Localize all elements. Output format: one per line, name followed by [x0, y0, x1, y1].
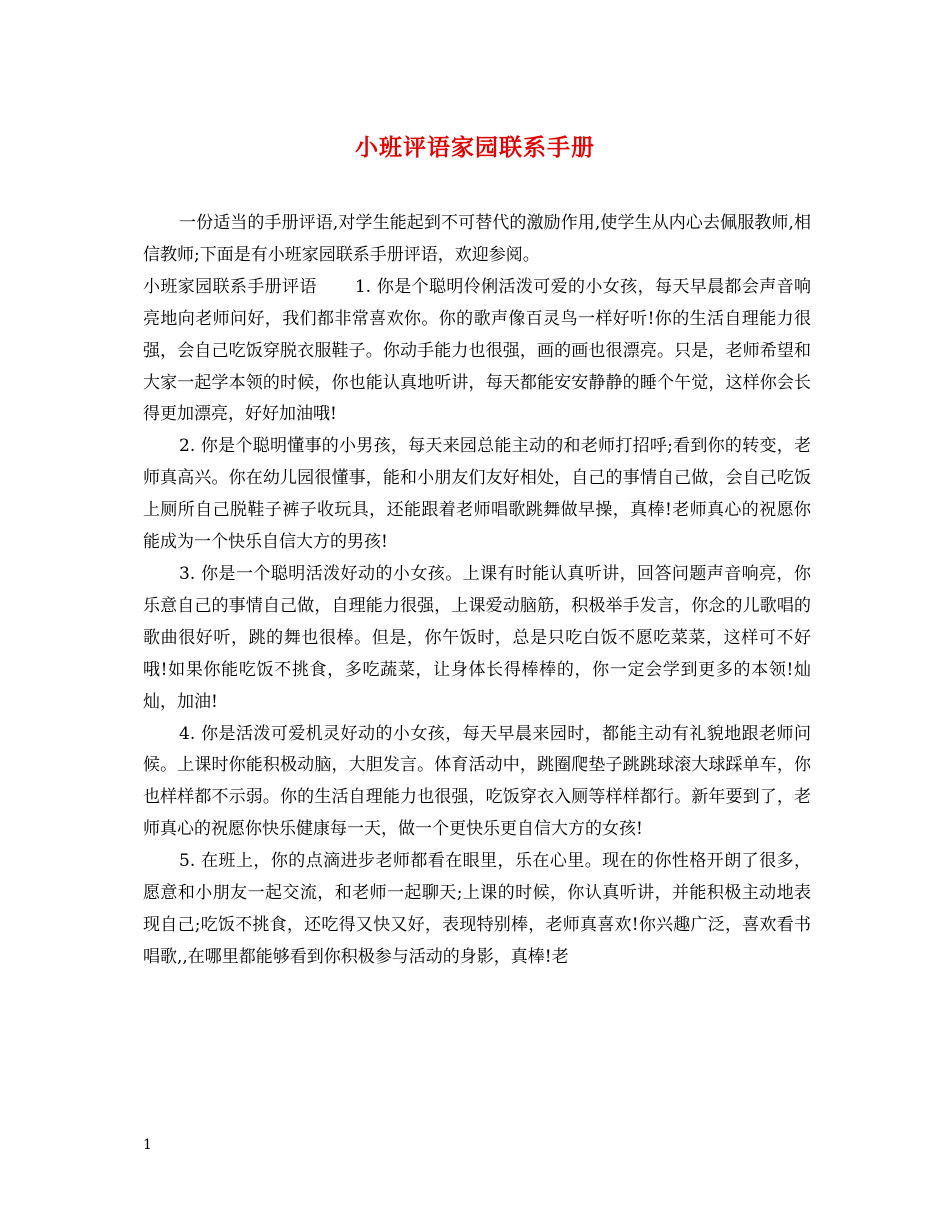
comment-paragraph-5: 5. 在班上，你的点滴进步老师都看在眼里，乐在心里。现在的你性格开朗了很多，愿意和小朋友一起交流，和老师一起聊天;上课的时候，你认真听讲，并能积极主动地表现自己;吃饭不挑食，还吃得又快又好，表现特别棒，老师真喜欢!你兴趣广泛，喜欢看书唱歌,,在哪里都能够看到你积极参与活动的身影，真棒!老	[143, 851, 811, 967]
comment-paragraph-1	[143, 272, 811, 432]
page-number: 1	[143, 1137, 152, 1153]
intro-paragraph: 一份适当的手册评语,对学生能起到不可替代的激励作用,使学生从内心去佩服教师,相信教师;下面是有小班家园联系手册评语，欢迎参阅。	[143, 213, 811, 265]
document-body	[143, 208, 811, 974]
section-heading: 小班家园联系手册评语	[143, 276, 317, 297]
comment-paragraph-4: 4. 你是活泼可爱机灵好动的小女孩，每天早晨来园时，都能主动有礼貌地跟老师问候。上课时你能积极动脑，大胆发言。体育活动中，跳圈爬垫子跳跳球滚大球踩单车，你也样样都不示弱。你的生活自理能力也很强，吃饭穿衣入厕等样样都行。新年要到了，老师真心的祝愿你快乐健康每一天，做一个更快乐更自信大方的女孩!	[143, 723, 811, 840]
comment-paragraph-2: 2. 你是个聪明懂事的小男孩，每天来园总能主动的和老师打招呼;看到你的转变，老师真高兴。你在幼儿园很懂事，能和小朋友们友好相处，自己的事情自己做，会自己吃饭上厕所自己脱鞋子裤子收玩具，还能跟着老师唱歌跳舞做早操，真棒!老师真心的祝愿你能成为一个快乐自信大方的男孩!	[143, 436, 811, 553]
document-title: 小班评语家园联系手册	[355, 134, 595, 161]
comment-1-text: 1. 你是个聪明伶俐活泼可爱的小女孩，每天早晨都会声音响亮地向老师问好，我们都非常喜欢你。你的歌声像百灵鸟一样好听!你的生活自理能力很强，会自己吃饭穿脱衣服鞋子。你动手能力也很强，画的画也很漂亮。只是，老师希望和大家一起学本领的时候，你也能认真地听讲，每天都能安安静静的睡个午觉，这样你会长得更加漂亮，好好加油哦!	[143, 276, 812, 425]
comment-paragraph-3: 3. 你是一个聪明活泼好动的小女孩。上课有时能认真听讲，回答问题声音响亮，你乐意自己的事情自己做，自理能力很强，上课爱动脑筋，积极举手发言，你念的儿歌唱的歌曲很好听，跳的舞也很棒。但是，你午饭时，总是只吃白饭不愿吃菜菜，这样可不好哦!如果你能吃饭不挑食，多吃蔬菜，让身体长得棒棒的，你一定会学到更多的本领!灿灿，加油!	[143, 563, 811, 712]
